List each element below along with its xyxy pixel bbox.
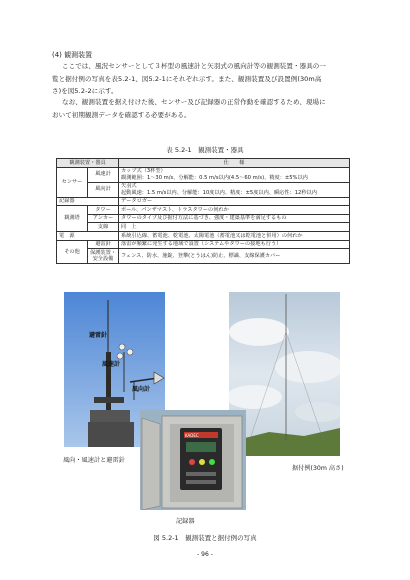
table-cell-speed-spec [119,167,350,182]
label-direction-meter: 風向計 [132,386,151,393]
speed-spec-line-2: 観測範囲：1～30 m/s、分解能：0.5 m/s以内(4.5～60 m/s)、精度：±5%以内 [121,174,308,181]
table-row [57,223,350,232]
table-cell-other: その他 [57,240,88,264]
table-row [57,206,350,215]
table-title: 表 5.2-1 観測装置・器具 [166,146,244,154]
table-row [57,249,350,264]
logger-display-label: KADEC [185,433,199,438]
table-cell-speed: 風速計 [88,167,119,182]
direction-spec-line-1: 矢羽式 [121,183,137,190]
label-lightning-rod: 避雷針 [89,332,108,339]
table-cell-mount: 観測塔 [57,206,88,232]
table-row [57,182,350,197]
table-cell-lightning-spec: 落雷が頻繁に発生する地域で設置（システムやタワーの接地も行う） [119,240,350,249]
table-cell-logger-spec: データロガー [119,197,350,206]
table-header-equipment: 観測装置・器具 [57,159,119,168]
paragraph-1-line-3: さ)を図5.2-2に示す。 [52,87,118,95]
section-heading: (4) 観測装置 [52,51,93,59]
table-row [57,231,350,240]
paragraph-2 [52,96,364,121]
caption-wind-meters: 風向・風速計と避雷針 [63,457,125,464]
table-cell-logger: 記録器 [57,197,119,206]
caption-logger: 記録器 [176,518,195,525]
table-cell-tower-spec: ポール、パンザマスト、トラスタワーの何れか [119,206,350,215]
table-cell-safety-spec: フェンス、防水、施錠、登攀(とうはん)防止、標識、支線保護カバー [119,249,350,264]
table-header-row [57,159,350,168]
equipment-table [56,158,350,264]
caption-mount-example: 据付例(30m 高さ) [292,465,344,472]
table-cell-power-spec: 系統引込線、蓄電池、乾電池、太陽電池（蓄電池又は乾電池と併用）の何れか [119,231,350,240]
table-cell-tower: タワー [88,206,119,215]
paragraph-2-line-2: おいて初期観測データを確認する必要がある。 [52,110,191,119]
table-row [57,240,350,249]
safety-line-1: 保護装置・ [90,249,116,256]
table-cell-support: 支線 [88,223,119,232]
direction-spec-line-2: 起動風速：1.5 m/s以内、分解能：10度以内、精度：±5度以内、瞬応性：12秒以内 [121,189,317,196]
table-cell-direction-spec [119,182,350,197]
paragraph-1-line-1: ここでは、風況センサーとして３杯型の風速計と矢羽式の風向計等の観測装置・器具の一 [62,62,326,70]
table-cell-safety [88,249,119,264]
table-row [57,167,350,182]
table-cell-lightning: 避雷針 [88,240,119,249]
table-cell-power: 電 源 [57,231,119,240]
logger-photo [140,410,246,510]
paragraph-2-line-1: なお、観測装置を据え付けた後、センサー及び記録器の正常作動を確認するため、現場に [62,98,326,106]
logger-photo-image [140,410,246,510]
table-row [57,214,350,223]
speed-spec-line-1: カップ式（3杯型） [121,168,166,175]
table-cell-anchor-spec: タワーのタイプ及び据付方法に基づき、強度・建築基準を満足するもの [119,214,350,223]
label-speed-meter: 風速計 [102,361,121,368]
table-cell-direction: 風向計 [88,182,119,197]
table-cell-sensor: センサー [57,167,88,197]
table-cell-support-spec: 同 上 [119,223,350,232]
table-cell-anchor: アンカー [88,214,119,223]
table-row [57,197,350,206]
paragraph-1-line-2: 覧と据付例の写真を表5.2-1、図5.2-1にそれぞれ示す。また、観測装置及び設置例(30m高 [52,74,322,83]
page-number: - 96 - [197,551,213,558]
safety-line-2: 安全設備 [92,256,114,263]
paragraph-1 [52,60,364,98]
figure-title: 図 5.2-1 観測装置と据付例の写真 [153,534,257,542]
table-header-spec: 仕 様 [119,159,350,168]
